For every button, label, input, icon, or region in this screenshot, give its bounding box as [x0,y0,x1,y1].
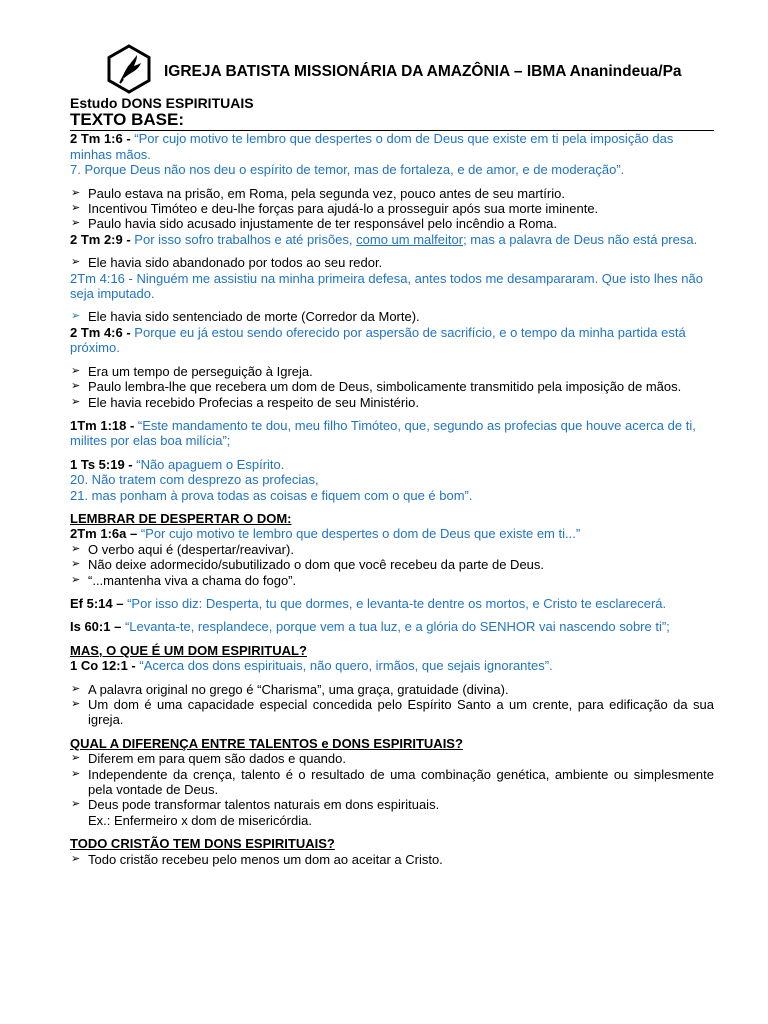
list-item: ➢ Não deixe adormecido/subutilizado o dom que você recebeu da parte de Deus. [70,557,714,572]
verse-text: “Este mandamento te dou, meu filho Timóteo, que, segundo as profecias que houve acerca de ti, milites por elas boa milícia”; [70,417,696,449]
study-content [70,96,714,867]
verse-ref: 2 Tm 4:6 - [70,324,135,340]
list-item: ➢ A palavra original no grego é “Charisma”, uma graça, gratuidade (divina). [70,682,714,697]
section-title: LEMBRAR DE DESPERTAR O DOM: [70,510,292,526]
bullet-list [70,852,714,867]
bullet-list [70,309,714,324]
list-item: ➢ Todo cristão recebeu pelo menos um dom ao aceitar a Cristo. [70,852,714,867]
base-text-heading: TEXTO BASE: [70,111,714,131]
verse-2tm-2-9 [70,232,714,247]
verse-2tm-1-6 [70,131,714,162]
bullet-list [70,364,714,410]
verse-text: ; mas a palavra de Deus não está presa. [463,231,698,247]
list-item: ➢ Paulo lembra-lhe que recebera um dom de Deus, simbolicamente transmitido pela imposição de mãos. [70,379,714,394]
list-item: ➢ Ele havia sido abandonado por todos ao seu redor. [70,255,714,270]
verse-1co-12-1 [70,658,714,673]
verse-text: “Não apaguem o Espírito. [136,456,285,472]
verse-text: Por isso sofro trabalhos e até prisões, [134,231,357,247]
verse-ref: 2 Tm 2:9 - [70,231,135,247]
verse-ref: Ef 5:14 – [70,595,128,611]
section-title: QUAL A DIFERENÇA ENTRE TALENTOS e DONS ESPIRITUAIS? [70,735,463,751]
bullet-list [70,186,714,232]
verse-text: “Acerca dos dons espirituais, não quero, irmãos, que sejais ignorantes”. [139,658,553,674]
list-item: ➢ Deus pode transformar talentos naturais em dons espirituais. [70,797,714,812]
study-title: Estudo DONS ESPIRITUAIS [70,95,254,111]
list-item: ➢ Incentivou Timóteo e deu-lhe forças para ajudá-lo a prosseguir após sua morte iminente. [70,201,714,216]
bullet-list [70,542,714,588]
verse-highlight: como um malfeitor [356,231,464,247]
verse-text: “Por cujo motivo te lembro que despertes o dom de Deus que existe em ti pela imposição das minhas mãos. [70,131,674,162]
verse-20: 20. Não tratem com desprezo as profecias, [70,472,319,488]
church-name: IGREJA BATISTA MISSIONÁRIA DA AMAZÔNIA – IBMA Ananindeua/Pa [164,63,682,80]
section-title: TODO CRISTÃO TEM DONS ESPIRITUAIS? [70,836,335,852]
list-item: ➢ O verbo aqui é (despertar/reavivar). [70,542,714,557]
list-item: ➢ Independente da crença, talento é o resultado de uma combinação genética, ambiente ou simplesmente pela vontade de Deus. [70,767,714,798]
example-text: Ex.: Enfermeiro x dom de misericórdia. [88,812,312,828]
verse-7: 7. Porque Deus não nos deu o espírito de temor, mas de fortaleza, e de amor, e de moderação”. [70,162,625,178]
list-item: ➢ “...mantenha viva a chama do fogo”. [70,573,714,588]
bullet-list [70,255,714,270]
verse-text: “Por cujo motivo te lembro que despertes o dom de Deus que existe em ti...” [140,526,581,542]
verse-text: “Por isso diz: Desperta, tu que dormes, e levanta-te dentre os mortos, e Cristo te esclarecerá. [127,595,667,611]
verse-is-60-1 [70,619,714,634]
bullet-list [70,751,714,813]
verse-21: 21. mas ponham à prova todas as coisas e fiquem com o que é bom”. [70,487,473,503]
verse-2tm-4-6 [70,325,714,356]
verse-ref: Is 60:1 – [70,619,125,635]
verse-ref: 1 Co 12:1 - [70,658,140,674]
list-item: ➢ Ele havia sido sentenciado de morte (Corredor da Morte). [70,309,714,324]
verse-text: “Levanta-te, resplandece, porque vem a tua luz, e a glória do SENHOR vai nascendo sobre ti”; [124,619,670,635]
church-logo [106,44,152,94]
list-item: ➢ Paulo havia sido acusado injustamente de ter responsável pelo incêndio a Roma. [70,216,714,231]
verse-ref: 1Tm 1:18 - [70,417,138,433]
verse-ref: 1 Ts 5:19 - [70,456,137,472]
verse-2tm-4-16: 2Tm 4:16 - Ninguém me assistiu na minha primeira defesa, antes todos me desampararam. Que isto lhes não seja imputado. [70,270,703,302]
verse-1tm-1-18 [70,418,714,449]
list-item: ➢ Ele havia recebido Profecias a respeito de seu Ministério. [70,395,714,410]
verse-2tm-1-6a [70,526,714,541]
bullet-list [70,682,714,728]
verse-ref: 2Tm 1:6a – [70,526,141,542]
list-item: ➢ Diferem em para quem são dados e quando. [70,751,714,766]
list-item: ➢ Paulo estava na prisão, em Roma, pela segunda vez, pouco antes de seu martírio. [70,186,714,201]
section-title: MAS, O QUE É UM DOM ESPIRITUAL? [70,642,307,658]
page-header [106,44,726,94]
verse-ef-5-14 [70,596,714,611]
verse-text: Porque eu já estou sendo oferecido por aspersão de sacrifício, e o tempo da minha partida está próximo. [70,324,686,356]
verse-ref: 2 Tm 1:6 - [70,131,135,147]
list-item: ➢ Um dom é uma capacidade especial concedida pelo Espírito Santo a um crente, para edificação da sua igreja. [70,697,714,728]
list-item: ➢ Era um tempo de perseguição à Igreja. [70,364,714,379]
verse-1ts-5-19 [70,457,714,472]
